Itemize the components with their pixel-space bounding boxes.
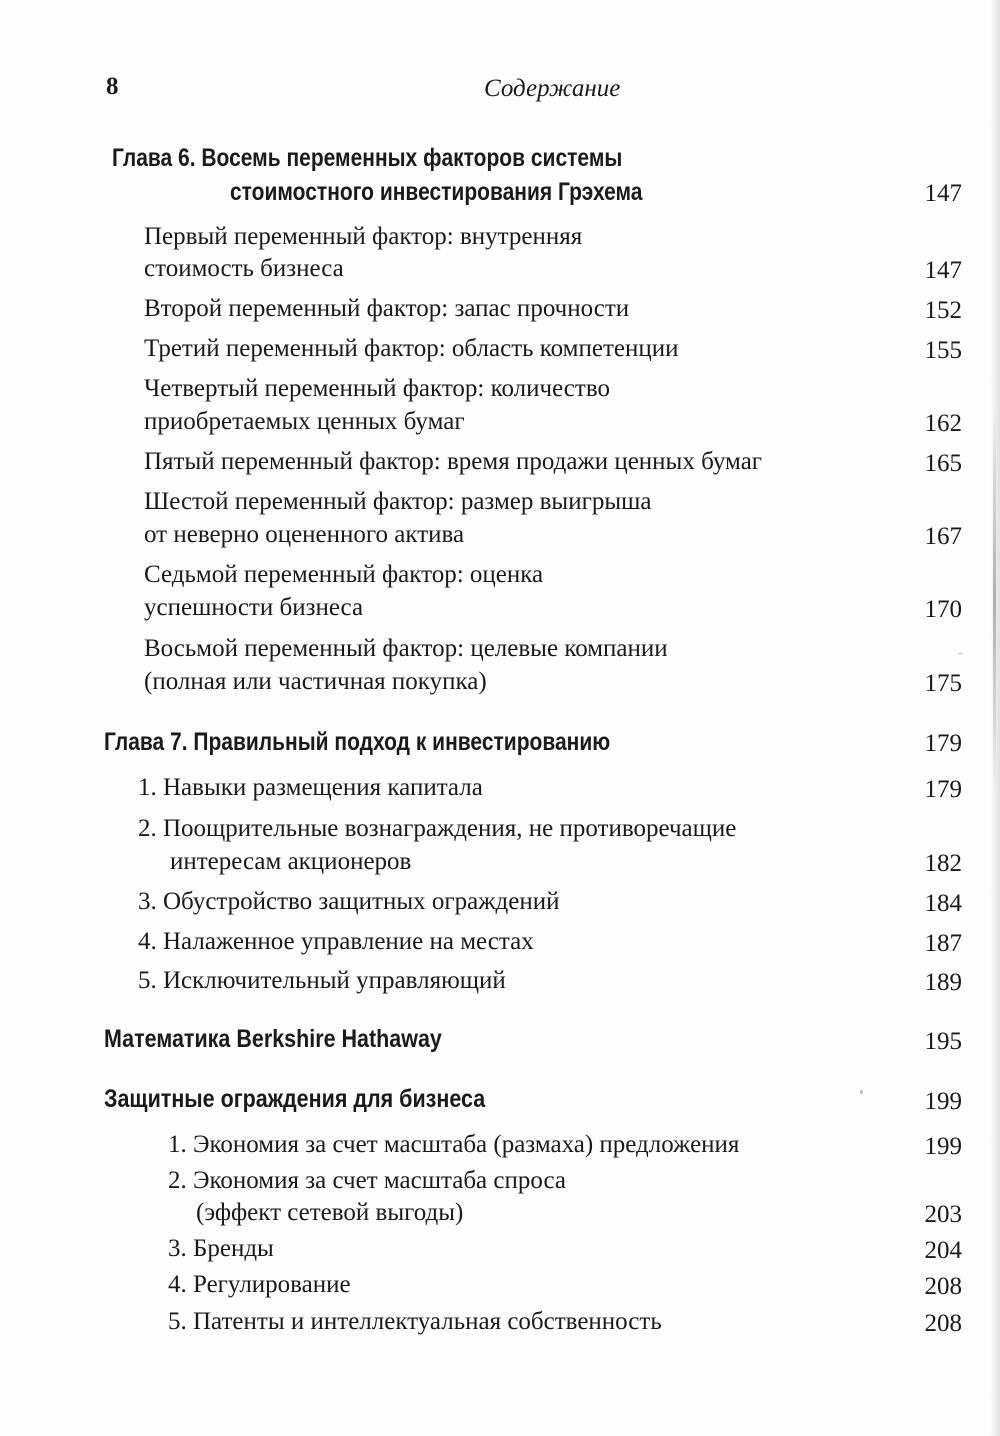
toc-entry-line: стоимость бизнеса <box>144 255 344 282</box>
toc-entry-page: 208 <box>924 1273 962 1300</box>
berkshire-title: Математика Berkshire Hathaway <box>104 1025 442 1053</box>
toc-entry-line: Восьмой переменный фактор: целевые компании <box>144 635 668 662</box>
chapter6-title-line1: Глава 6. Восемь переменных факторов системы <box>112 144 623 172</box>
toc-entry-page: 203 <box>924 1201 962 1228</box>
toc-entry-line: Первый переменный фактор: внутренняя <box>144 223 583 250</box>
toc-entry-page: 165 <box>924 450 962 477</box>
toc-entry-line: успешности бизнеса <box>144 594 364 621</box>
toc-entry-page: 167 <box>924 523 962 550</box>
paper-speck <box>958 652 963 655</box>
toc-entry-page: 208 <box>924 1310 962 1337</box>
toc-entry-page: 184 <box>924 890 962 917</box>
toc-entry-line: 5. Исключительный управляющий <box>138 967 506 994</box>
toc-entry-page: 179 <box>924 776 962 803</box>
toc-entry-line: 5. Патенты и интеллектуальная собственность <box>168 1308 662 1335</box>
toc-entry-line: 1. Экономия за счет масштаба (размаха) предложения <box>168 1131 740 1158</box>
toc-entry-page: 155 <box>924 337 962 364</box>
toc-entry-page: 189 <box>924 969 962 996</box>
toc-entry-line: 3. Обустройство защитных ограждений <box>138 888 560 915</box>
toc-entry-line: Третий переменный фактор: область компетенции <box>144 335 679 362</box>
toc-entry-line: Пятый переменный фактор: время продажи ценных бумаг <box>144 448 763 475</box>
berkshire-page: 195 <box>924 1028 962 1055</box>
toc-entry-page: 175 <box>924 670 962 697</box>
toc-entry-page: 204 <box>924 1237 962 1264</box>
toc-entry-page: 182 <box>924 850 962 877</box>
toc-entry-line: 4. Регулирование <box>168 1271 351 1298</box>
toc-entry-line: (эффект сетевой выгоды) <box>196 1199 464 1226</box>
toc-entry-line: Второй переменный фактор: запас прочности <box>144 295 630 322</box>
paper-speck <box>860 1090 863 1094</box>
toc-entry-page: 187 <box>924 930 962 957</box>
toc-entry-page: 152 <box>924 297 962 324</box>
toc-entry-line: 3. Бренды <box>168 1235 274 1262</box>
toc-entry-line: от неверно оцененного актива <box>144 521 465 548</box>
moats-page: 199 <box>924 1088 962 1115</box>
toc-entry-line: 1. Навыки размещения капитала <box>138 774 483 801</box>
moats-title: Защитные ограждения для бизнеса <box>104 1085 486 1113</box>
toc-entry-line: интересам акционеров <box>170 848 412 875</box>
chapter6-page: 147 <box>924 180 962 207</box>
chapter7-title: Глава 7. Правильный подход к инвестированию <box>104 728 611 756</box>
toc-entry-line: Седьмой переменный фактор: оценка <box>144 561 544 588</box>
toc-entry-line: (полная или частичная покупка) <box>144 668 487 695</box>
toc-entry-page: 199 <box>924 1133 962 1160</box>
toc-entry-line: приобретаемых ценных бумаг <box>144 408 465 435</box>
chapter6-title-line2: стоимостного инвестирования Грэхема <box>230 178 643 206</box>
toc-entry-line: 2. Экономия за счет масштаба спроса <box>168 1167 566 1194</box>
page-number: 8 <box>106 73 119 100</box>
toc-entry-line: 4. Налаженное управление на местах <box>138 928 534 955</box>
toc-entry-page: 162 <box>924 410 962 437</box>
page-edge-line <box>993 410 996 790</box>
toc-entry-line: Шестой переменный фактор: размер выигрыша <box>144 488 652 515</box>
toc-entry-line: Четвертый переменный фактор: количество <box>144 375 610 402</box>
toc-entry-line: 2. Поощрительные вознаграждения, не противоречащие <box>138 815 737 842</box>
chapter7-page: 179 <box>924 730 962 757</box>
toc-entry-page: 147 <box>924 257 962 284</box>
running-title: Содержание <box>484 75 621 102</box>
toc-entry-page: 170 <box>924 596 962 623</box>
